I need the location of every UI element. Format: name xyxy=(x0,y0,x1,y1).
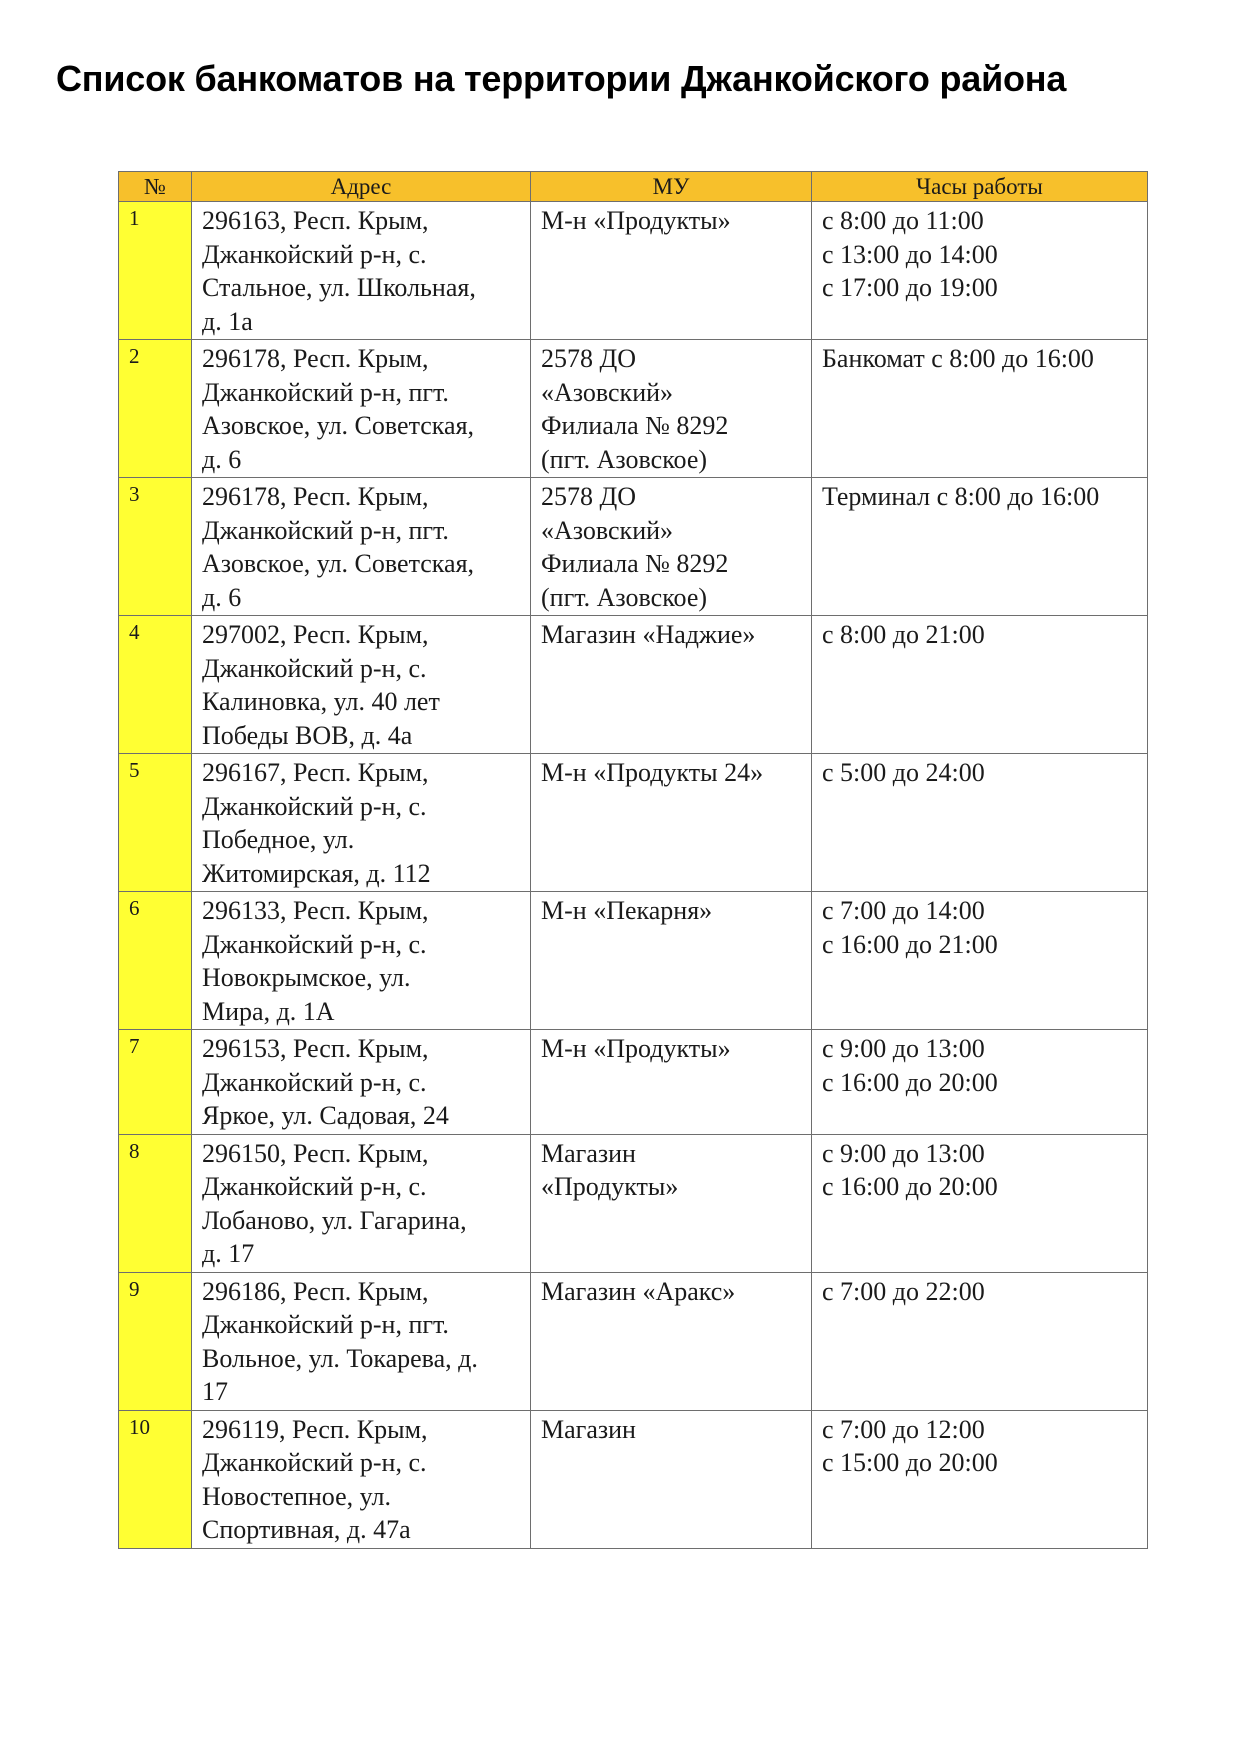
cell-line: М-н «Пекарня» xyxy=(541,896,713,925)
row-number: 5 xyxy=(119,754,192,892)
cell-line: Новокрымское, ул. xyxy=(202,963,411,992)
address-cell xyxy=(192,892,531,1030)
cell-line: 296150, Респ. Крым, xyxy=(202,1138,429,1168)
mu-cell xyxy=(531,1410,812,1548)
cell-line: 296178, Респ. Крым, xyxy=(202,344,429,373)
cell-line: с 16:00 до 20:00 xyxy=(822,1067,998,1097)
cell-line: Яркое, ул. Садовая, 24 xyxy=(202,1101,449,1130)
cell-line: с 9:00 до 13:00 xyxy=(822,1034,985,1063)
cell-line: с 7:00 до 14:00 xyxy=(822,896,985,925)
header-hours: Часы работы xyxy=(812,172,1148,202)
mu-cell xyxy=(531,478,812,616)
cell-line: 296186, Респ. Крым, xyxy=(202,1276,429,1306)
table-row xyxy=(119,1134,1148,1272)
cell-line: с 15:00 до 20:00 xyxy=(822,1448,998,1477)
cell-line: (пгт. Азовское) xyxy=(541,444,708,474)
cell-line: с 13:00 до 14:00 xyxy=(822,239,998,269)
address-cell xyxy=(192,616,531,754)
cell-line: М-н «Продукты» xyxy=(541,206,731,235)
header-number: № xyxy=(119,172,192,202)
cell-line: Терминал с 8:00 до 16:00 xyxy=(822,482,1100,511)
cell-line: с 9:00 до 13:00 xyxy=(822,1138,985,1168)
cell-line: с 16:00 до 20:00 xyxy=(822,1172,998,1201)
cell-line: Джанкойский р-н, с. xyxy=(202,791,427,821)
hours-cell xyxy=(812,754,1148,892)
cell-line: Джанкойский р-н, с. xyxy=(202,929,427,959)
page-title: Список банкоматов на территории Джанкойского района xyxy=(56,58,1067,99)
hours-cell xyxy=(812,1272,1148,1410)
table-header xyxy=(119,172,1148,202)
cell-line: д. 6 xyxy=(202,582,242,612)
cell-line: с 8:00 до 11:00 xyxy=(822,206,984,235)
cell-line: 296178, Респ. Крым, xyxy=(202,482,429,511)
cell-line: Джанкойский р-н, с. xyxy=(202,1067,427,1097)
cell-line: Житомирская, д. 112 xyxy=(202,858,431,888)
cell-line: 296119, Респ. Крым, xyxy=(202,1414,428,1444)
mu-cell xyxy=(531,1134,812,1272)
cell-line: 297002, Респ. Крым, xyxy=(202,620,429,649)
mu-cell xyxy=(531,754,812,892)
cell-line: Азовское, ул. Советская, xyxy=(202,549,475,578)
cell-line: с 7:00 до 12:00 xyxy=(822,1414,985,1444)
cell-line: д. 17 xyxy=(202,1239,255,1268)
cell-line: Джанкойский р-н, пгт. xyxy=(202,515,449,545)
cell-line: Калиновка, ул. 40 лет xyxy=(202,687,440,716)
cell-line: Филиала № 8292 xyxy=(541,549,729,578)
table-row xyxy=(119,340,1148,478)
cell-line: 2578 ДО xyxy=(541,344,637,373)
cell-line: 17 xyxy=(202,1377,228,1406)
cell-line: 296133, Респ. Крым, xyxy=(202,896,429,925)
address-cell xyxy=(192,202,531,340)
cell-line: (пгт. Азовское) xyxy=(541,582,708,612)
cell-line: «Продукты» xyxy=(541,1172,679,1201)
table-row xyxy=(119,616,1148,754)
cell-line: Магазин «Наджие» xyxy=(541,620,756,649)
cell-line: Джанкойский р-н, пгт. xyxy=(202,377,449,407)
atm-table xyxy=(118,171,1148,1549)
row-number: 3 xyxy=(119,478,192,616)
hours-cell xyxy=(812,1134,1148,1272)
row-number: 7 xyxy=(119,1030,192,1135)
cell-line: «Азовский» xyxy=(541,377,674,407)
mu-cell xyxy=(531,1272,812,1410)
header-mu: МУ xyxy=(531,172,812,202)
cell-line: Джанкойский р-н, с. xyxy=(202,1448,427,1477)
row-number: 8 xyxy=(119,1134,192,1272)
cell-line: Спортивная, д. 47а xyxy=(202,1515,411,1544)
mu-cell xyxy=(531,202,812,340)
table-row xyxy=(119,1272,1148,1410)
table-body xyxy=(119,202,1148,1549)
hours-cell xyxy=(812,1410,1148,1548)
address-cell xyxy=(192,754,531,892)
cell-line: «Азовский» xyxy=(541,515,674,545)
cell-line: с 16:00 до 21:00 xyxy=(822,929,998,959)
cell-line: Банкомат с 8:00 до 16:00 xyxy=(822,344,1094,373)
table-row xyxy=(119,478,1148,616)
cell-line: Новостепное, ул. xyxy=(202,1481,391,1511)
table-row xyxy=(119,202,1148,340)
mu-cell xyxy=(531,1030,812,1135)
row-number: 9 xyxy=(119,1272,192,1410)
header-row xyxy=(119,172,1148,202)
mu-cell xyxy=(531,616,812,754)
cell-line: с 8:00 до 21:00 xyxy=(822,620,985,649)
cell-line: Джанкойский р-н, пгт. xyxy=(202,1310,449,1339)
table-row xyxy=(119,892,1148,1030)
hours-cell xyxy=(812,892,1148,1030)
hours-cell xyxy=(812,202,1148,340)
cell-line: М-н «Продукты» xyxy=(541,1034,731,1063)
header-address: Адрес xyxy=(192,172,531,202)
cell-line: 296153, Респ. Крым, xyxy=(202,1034,429,1063)
hours-cell xyxy=(812,1030,1148,1135)
mu-cell xyxy=(531,340,812,478)
cell-line: 2578 ДО xyxy=(541,482,637,511)
cell-line: Мира, д. 1А xyxy=(202,996,335,1026)
hours-cell xyxy=(812,616,1148,754)
row-number: 4 xyxy=(119,616,192,754)
address-cell xyxy=(192,1030,531,1135)
cell-line: Филиала № 8292 xyxy=(541,411,729,440)
cell-line: Магазин xyxy=(541,1414,636,1444)
address-cell xyxy=(192,1272,531,1410)
row-number: 6 xyxy=(119,892,192,1030)
address-cell xyxy=(192,478,531,616)
cell-line: Победное, ул. xyxy=(202,825,355,854)
cell-line: 296163, Респ. Крым, xyxy=(202,206,429,235)
cell-line: Азовское, ул. Советская, xyxy=(202,411,475,440)
cell-line: 296167, Респ. Крым, xyxy=(202,758,429,787)
hours-cell xyxy=(812,478,1148,616)
cell-line: Магазин «Аракс» xyxy=(541,1276,736,1306)
row-number: 2 xyxy=(119,340,192,478)
hours-cell xyxy=(812,340,1148,478)
cell-line: Лобаново, ул. Гагарина, xyxy=(202,1205,467,1235)
cell-line: Стальное, ул. Школьная, xyxy=(202,273,476,302)
table-row xyxy=(119,754,1148,892)
cell-line: д. 1а xyxy=(202,306,253,336)
cell-line: М-н «Продукты 24» xyxy=(541,758,764,787)
table-row xyxy=(119,1030,1148,1135)
cell-line: с 5:00 до 24:00 xyxy=(822,758,985,787)
cell-line: Победы ВОВ, д. 4а xyxy=(202,720,413,750)
cell-line: с 17:00 до 19:00 xyxy=(822,273,998,302)
cell-line: с 7:00 до 22:00 xyxy=(822,1276,985,1306)
address-cell xyxy=(192,1410,531,1548)
table-row xyxy=(119,1410,1148,1548)
mu-cell xyxy=(531,892,812,1030)
cell-line: Магазин xyxy=(541,1138,636,1168)
cell-line: Джанкойский р-н, с. xyxy=(202,239,427,269)
cell-line: д. 6 xyxy=(202,444,242,474)
cell-line: Джанкойский р-н, с. xyxy=(202,1172,427,1201)
row-number: 1 xyxy=(119,202,192,340)
address-cell xyxy=(192,340,531,478)
address-cell xyxy=(192,1134,531,1272)
row-number: 10 xyxy=(119,1410,192,1548)
cell-line: Вольное, ул. Токарева, д. xyxy=(202,1343,478,1373)
cell-line: Джанкойский р-н, с. xyxy=(202,653,427,683)
